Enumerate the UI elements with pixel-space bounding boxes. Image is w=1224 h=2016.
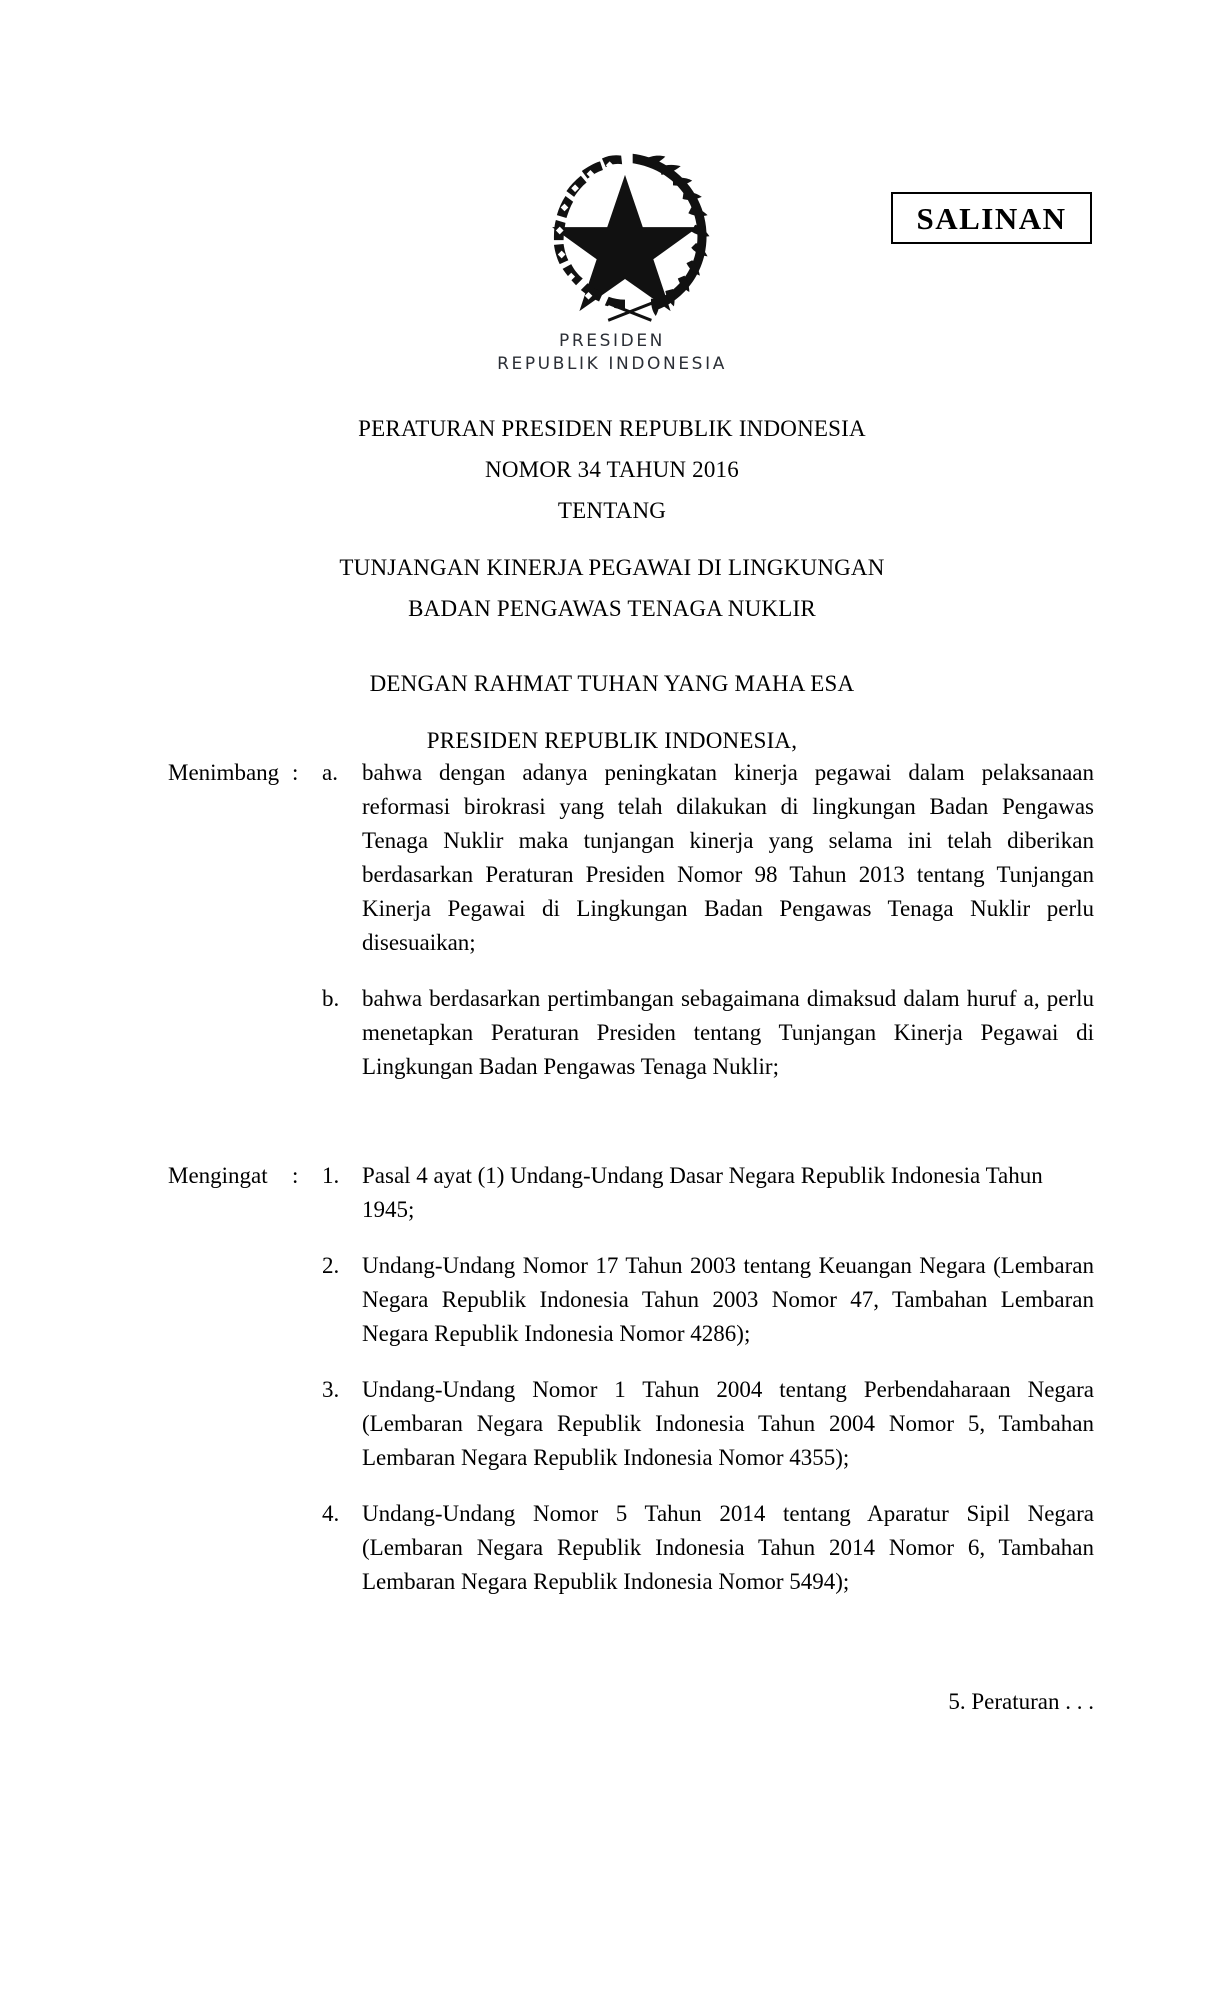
title-subject-line-2: BADAN PENGAWAS TENAGA NUKLIR [408, 596, 816, 621]
title-tentang: TENTANG [557, 498, 667, 523]
title-regulation-type: PERATURAN PRESIDEN REPUBLIK INDONESIA [358, 416, 866, 441]
item-marker: 1. [322, 1163, 340, 1188]
list-item [322, 756, 1094, 960]
salinan-stamp [891, 192, 1092, 244]
emblem-caption [0, 330, 1224, 375]
item-marker: 4. [322, 1501, 340, 1526]
mengingat-item-list [322, 1159, 1094, 1599]
list-item [322, 1159, 1094, 1227]
item-text: Undang-Undang Nomor 5 Tahun 2014 tentang Aparatur Sipil Negara (Lembaran Negara Republik Indonesia Tahun 2014 Nomor 6, Tambahan Lembaran Negara Republik Indonesia Nomor 5494); [362, 1501, 1094, 1594]
title-number-year: NOMOR 34 TAHUN 2016 [485, 457, 739, 482]
menimbang-colon: : [292, 760, 299, 785]
list-item [322, 982, 1094, 1084]
document-title-block [0, 408, 1224, 761]
item-text: Undang-Undang Nomor 17 Tahun 2003 tentang Keuangan Negara (Lembaran Negara Republik Indonesia Tahun 2003 Nomor 47, Tambahan Lembaran Negara Republik Indonesia Nomor 4286); [362, 1253, 1094, 1346]
item-marker: b. [322, 986, 340, 1011]
mengingat-colon: : [292, 1163, 299, 1188]
menimbang-section [168, 756, 1094, 1084]
emblem-caption-line-2: REPUBLIK INDONESIA [497, 353, 727, 374]
item-text: Pasal 4 ayat (1) Undang-Undang Dasar Negara Republik Indonesia Tahun 1945; [362, 1163, 1043, 1222]
title-subject-line-1: TUNJANGAN KINERJA PEGAWAI DI LINGKUNGAN [339, 555, 885, 580]
presidential-seal-icon [529, 138, 721, 323]
menimbang-item-list [322, 756, 1094, 1084]
list-item [322, 1249, 1094, 1351]
salinan-stamp-label: SALINAN [916, 200, 1067, 236]
item-text: bahwa berdasarkan pertimbangan sebagaimana dimaksud dalam huruf a, perlu menetapkan Peraturan Presiden tentang Tunjangan Kinerja Pegawai di Lingkungan Badan Pengawas Tenaga Nuklir; [362, 986, 1094, 1079]
item-text: Undang-Undang Nomor 1 Tahun 2004 tentang Perbendaharaan Negara (Lembaran Negara Republik Indonesia Tahun 2004 Nomor 5, Tambahan Lembaran Negara Republik Indonesia Nomor 4355); [362, 1377, 1094, 1470]
item-marker: 3. [322, 1377, 340, 1402]
menimbang-label: Menimbang [168, 760, 280, 785]
title-invocation: DENGAN RAHMAT TUHAN YANG MAHA ESA [369, 671, 855, 696]
item-text: bahwa dengan adanya peningkatan kinerja pegawai dalam pelaksanaan reformasi birokrasi yang telah dilakukan di lingkungan Badan Pengawas Tenaga Nuklir maka tunjangan kinerja yang selama ini telah diberikan berdasarkan Peraturan Presiden Nomor 98 Tahun 2013 tentang Tunjangan Kinerja Pegawai di Lingkungan Badan Pengawas Tenaga Nuklir perlu disesuaikan; [362, 760, 1094, 955]
page-catchword: 5. Peraturan . . . [948, 1689, 1094, 1714]
mengingat-section [168, 1159, 1094, 1599]
title-signatory: PRESIDEN REPUBLIK INDONESIA, [426, 728, 798, 753]
list-item [322, 1497, 1094, 1599]
emblem-caption-line-1: PRESIDEN [559, 331, 665, 351]
item-marker: a. [322, 760, 338, 785]
list-item [322, 1373, 1094, 1475]
mengingat-label: Mengingat [168, 1163, 268, 1188]
item-marker: 2. [322, 1253, 340, 1278]
